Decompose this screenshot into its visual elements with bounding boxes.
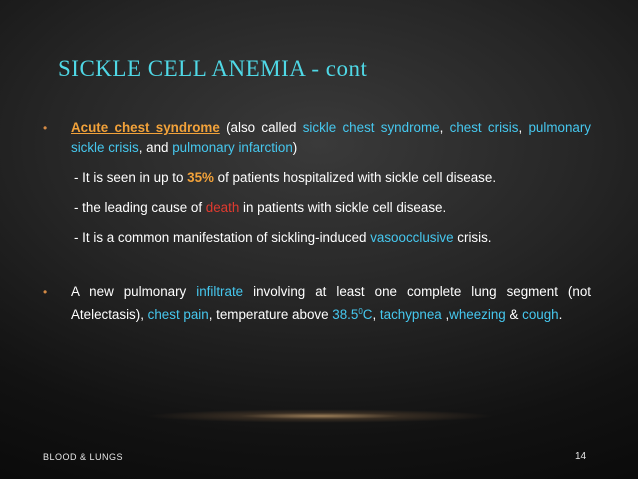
text-segment: )	[292, 140, 298, 155]
synonym-chest-crisis: chest crisis	[449, 120, 519, 135]
text-segment: &	[505, 307, 523, 322]
death-highlight: death	[205, 200, 240, 215]
text-segment: - It is a common manifestation of sickling-induced	[74, 230, 371, 245]
text-segment: - It is seen in up to	[74, 170, 188, 185]
bullet-icon: •	[43, 121, 48, 135]
degree-superscript: 0	[358, 307, 363, 316]
text-segment: ,	[372, 307, 380, 322]
sub-point-manifestation	[74, 228, 591, 248]
text-segment: in patients with sickle cell disease.	[239, 200, 447, 215]
incidence-percent: 35%	[187, 170, 214, 185]
text-segment: of patients hospitalized with sickle cell disease.	[213, 170, 497, 185]
text-segment: (also called	[219, 120, 303, 135]
temperature-unit: C	[362, 307, 373, 322]
decorative-glow-divider	[90, 407, 550, 425]
chest-pain-highlight: chest pain	[147, 307, 209, 322]
synonym-pulmonary-sickle-crisis: pulmonary sickle crisis	[71, 120, 591, 155]
temperature-number: 38.5	[332, 307, 359, 322]
wheezing-highlight: wheezing	[449, 307, 506, 322]
text-segment: involving at least one complete lung segment (not Atelectasis),	[71, 284, 591, 322]
slide-body	[43, 118, 591, 325]
synonym-sickle-chest-syndrome: sickle chest syndrome	[302, 120, 440, 135]
slide-title: SICKLE CELL ANEMIA - cont	[58, 56, 368, 81]
tachypnea-highlight: tachypnea	[379, 307, 442, 322]
text-segment: - the leading cause of	[74, 200, 206, 215]
infiltrate-highlight: infiltrate	[196, 284, 244, 299]
temperature-value	[332, 307, 372, 322]
text-segment: A new pulmonary	[71, 284, 197, 299]
vasoocclusive-highlight: vasoocclusive	[370, 230, 454, 245]
bullet-item-infiltrate	[43, 282, 591, 325]
spacer	[43, 248, 591, 282]
text-segment: , and	[138, 140, 173, 155]
bullet-text	[71, 282, 591, 325]
cough-highlight: cough	[522, 307, 559, 322]
text-segment: ,	[518, 120, 529, 135]
sub-point-incidence	[74, 168, 591, 188]
text-segment: , temperature above	[208, 307, 333, 322]
term-acute-chest-syndrome: Acute chest syndrome	[71, 120, 220, 135]
text-segment: crisis.	[453, 230, 492, 245]
bullet-icon: •	[43, 285, 48, 299]
footer-section-label: BLOOD & LUNGS	[43, 452, 124, 462]
slide-number: 14	[575, 451, 587, 462]
synonym-pulmonary-infarction: pulmonary infarction	[172, 140, 293, 155]
bullet-text	[71, 118, 591, 158]
text-segment: ,	[439, 120, 450, 135]
bullet-item-acute-chest-syndrome	[43, 118, 591, 158]
text-segment: ,	[441, 307, 450, 322]
sub-point-leading-cause	[74, 198, 591, 218]
text-segment: .	[558, 307, 563, 322]
